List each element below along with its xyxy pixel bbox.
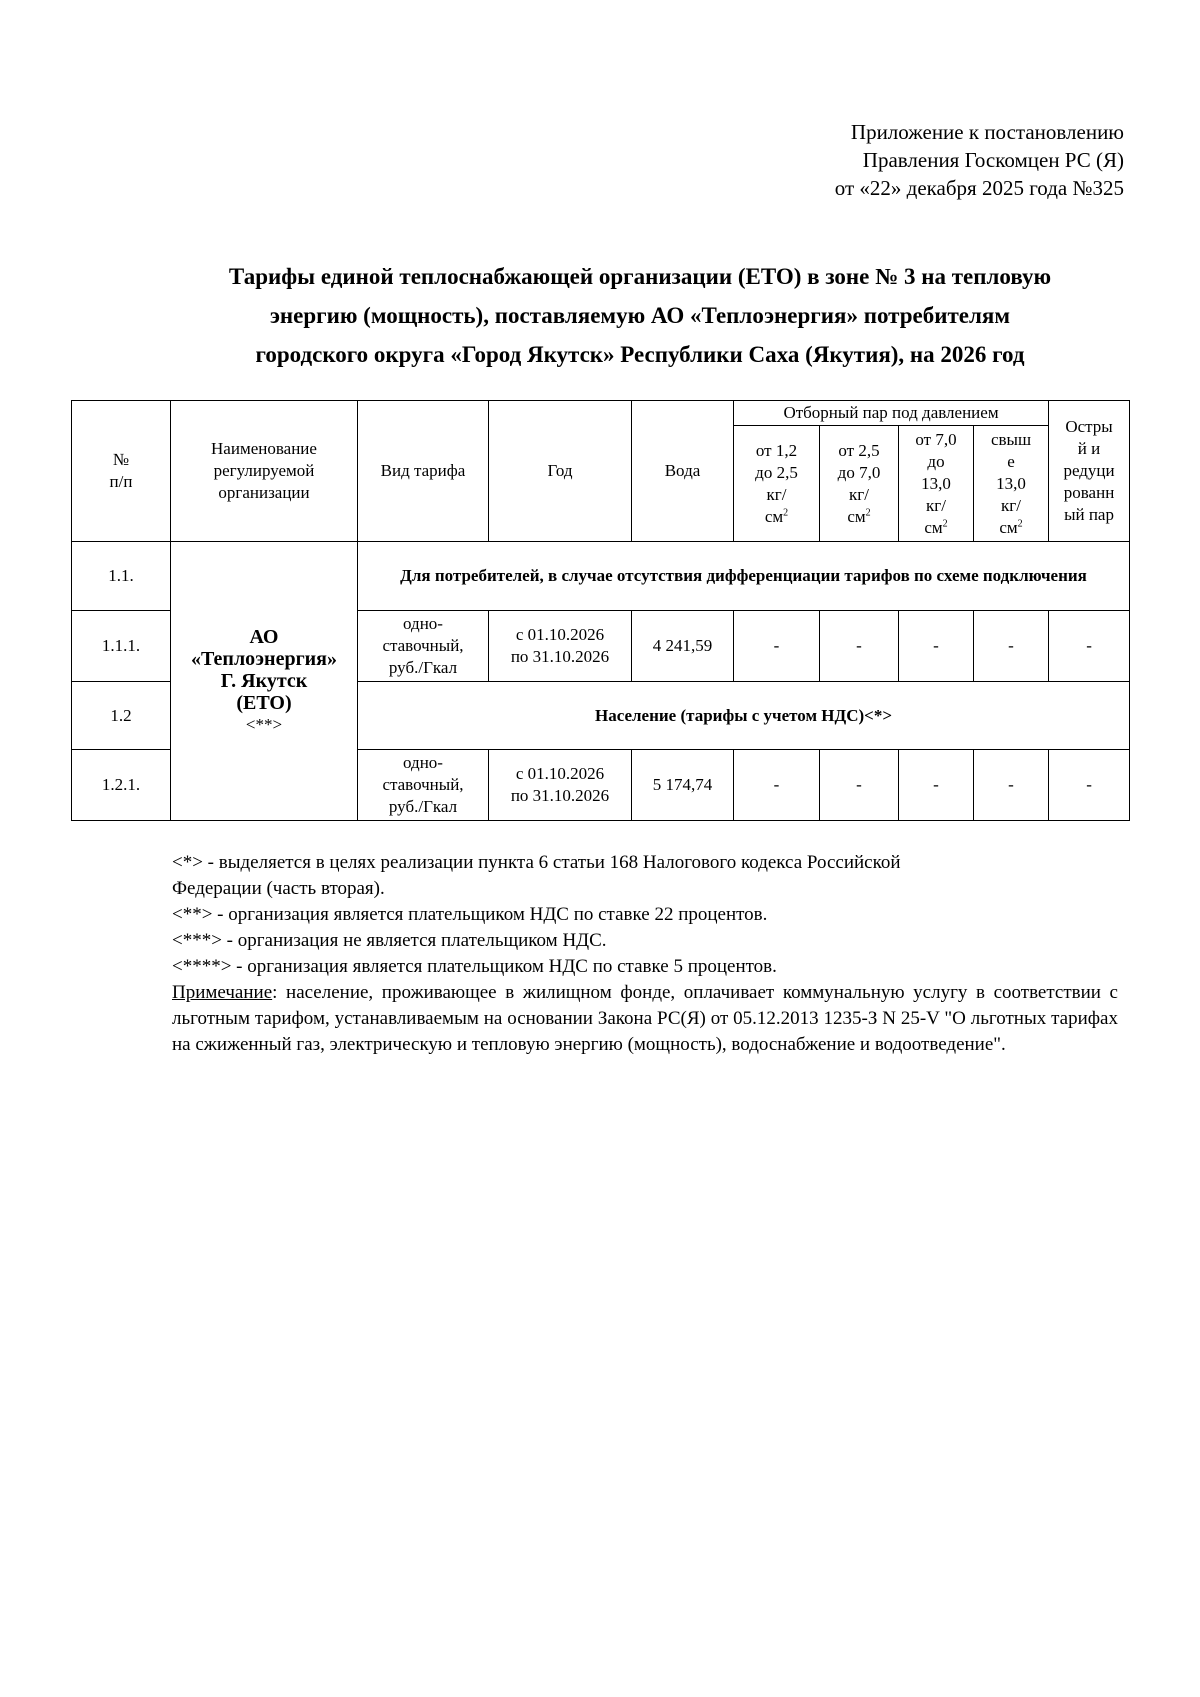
row-num: 1.2 <box>72 682 171 750</box>
header-steam-group: Отборный пар под давлением <box>734 401 1049 426</box>
steam-value: - <box>734 611 820 682</box>
title-line-2: энергию (мощность), поставляемую АО «Теплоэнергия» потребителям <box>269 303 1011 328</box>
year-cell: с 01.10.2026 по 31.10.2026 <box>489 750 632 821</box>
footnote-3: <***> - организация не является плательщиком НДС. <box>172 930 607 951</box>
footnote-1-line-1: <*> - выделяется в целях реализации пункта 6 статьи 168 Налогового кодекса Российской <box>172 852 901 873</box>
sharp-steam-value: - <box>1049 611 1130 682</box>
row-num: 1.1. <box>72 542 171 611</box>
document-header <box>835 118 1124 202</box>
footnote-2: <**> - организация является плательщиком НДС по ставке 22 процентов. <box>172 904 768 925</box>
water-value: 5 174,74 <box>632 750 734 821</box>
footnote-1-line-2: Федерации (часть вторая). <box>172 878 385 899</box>
year-cell: с 01.10.2026 по 31.10.2026 <box>489 611 632 682</box>
note-text: : население, проживающее в жилищном фонде, оплачивает коммунальную услугу в соответствии с льготным тарифом, устанавливаемым на основании Закона РС(Я) от 05.12.2013 1235-З N 25-V "О льготных тарифах на сжиженный газ, электрическую и тепловую энергию (мощность), водоснабжение и водоотведение". <box>172 982 1118 1055</box>
table-header-row <box>72 401 1130 426</box>
water-value: 4 241,59 <box>632 611 734 682</box>
steam-value: - <box>820 611 899 682</box>
header-steam-2: от 2,5 до 7,0 кг/ $см^2$ <box>820 426 899 542</box>
steam-value: - <box>899 611 974 682</box>
steam-value: - <box>974 750 1049 821</box>
header-line-3: от «22» декабря 2025 года №325 <box>834 176 1124 200</box>
section-heading: Население (тарифы с учетом НДС)<*> <box>358 682 1130 750</box>
footnote-4: <****> - организация является плательщиком НДС по ставке 5 процентов. <box>172 956 777 977</box>
tariff-table <box>71 400 1130 821</box>
header-steam-4: свыш е 13,0 кг/ $см^2$ <box>974 426 1049 542</box>
steam-value: - <box>734 750 820 821</box>
footnotes <box>172 850 1118 1058</box>
sharp-steam-value: - <box>1049 750 1130 821</box>
row-num: 1.1.1. <box>72 611 171 682</box>
tariff-type-cell: одно- ставочный, руб./Гкал <box>358 611 489 682</box>
header-steam-1: от 1,2 до 2,5 кг/ $см^2$ <box>734 426 820 542</box>
header-steam-3: от 7,0 до 13,0 кг/ $см^2$ <box>899 426 974 542</box>
header-line-2: Правления Госкомцен РС (Я) <box>862 148 1124 172</box>
header-year: Год <box>489 401 632 542</box>
steam-value: - <box>974 611 1049 682</box>
table-row <box>72 542 1130 611</box>
organization-cell <box>171 542 358 821</box>
note-label: Примечание <box>172 982 273 1003</box>
document-title <box>150 257 1130 374</box>
steam-value: - <box>899 750 974 821</box>
note <box>172 980 1118 1058</box>
header-water: Вода <box>632 401 734 542</box>
row-num: 1.2.1. <box>72 750 171 821</box>
header-line-1: Приложение к постановлению <box>850 120 1124 144</box>
title-line-1: Тарифы единой теплоснабжающей организации (ЕТО) в зоне № 3 на тепловую <box>228 264 1052 289</box>
organization-name: АО «Теплоэнергия» Г. Якутск (ЕТО) <box>190 626 338 714</box>
header-num: № п/п <box>72 401 171 542</box>
header-organization: Наименование регулируемой организации <box>171 401 358 542</box>
header-tariff-type: Вид тарифа <box>358 401 489 542</box>
tariff-type-cell: одно- ставочный, руб./Гкал <box>358 750 489 821</box>
header-sharp-steam: Остры й и редуци рованн ый пар <box>1049 401 1130 542</box>
section-heading: Для потребителей, в случае отсутствия дифференциации тарифов по схеме подключения <box>358 542 1130 611</box>
title-line-3: городского округа «Город Якутск» Республики Саха (Якутия), на 2026 год <box>255 342 1025 367</box>
organization-note: <**> <box>245 715 283 734</box>
steam-value: - <box>820 750 899 821</box>
